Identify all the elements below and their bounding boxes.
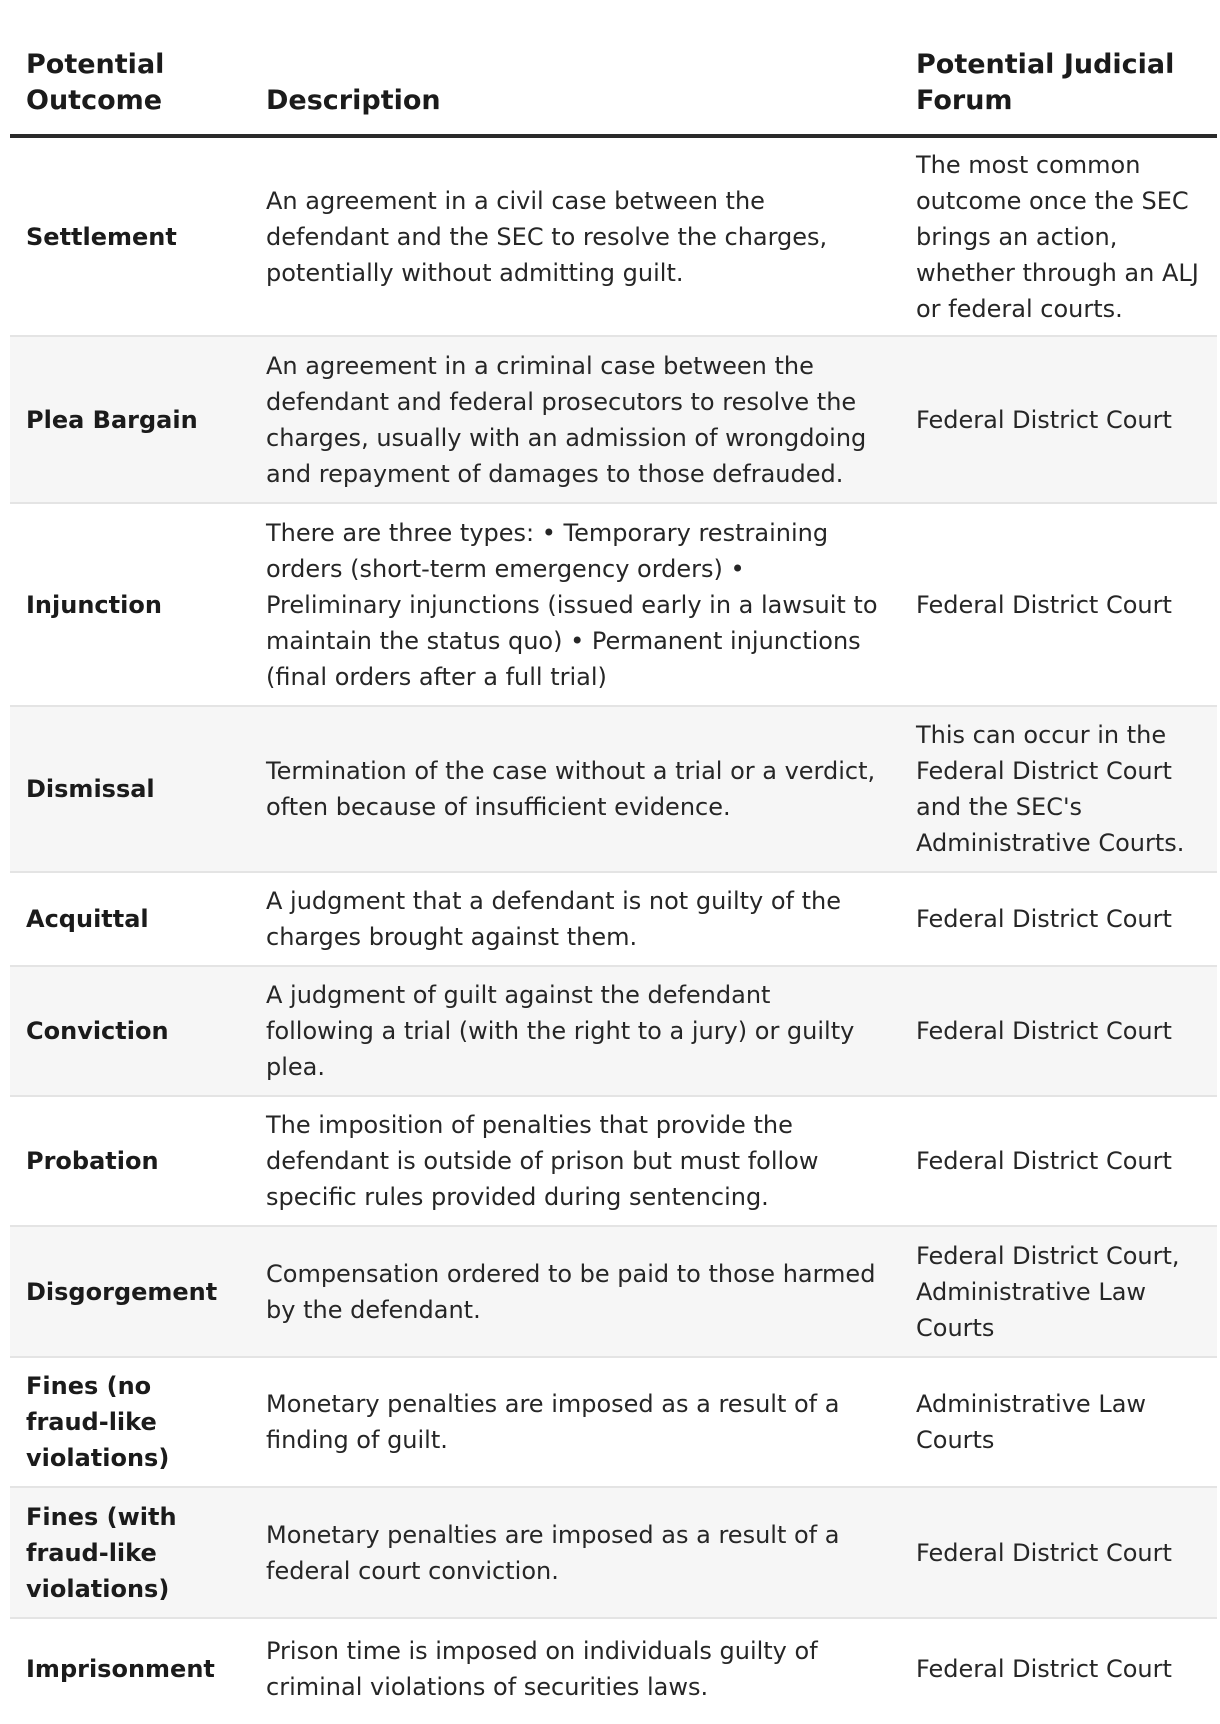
forum-cell: The most common outcome once the SEC brings an action, whether through an ALJ or federal courts. (900, 136, 1217, 336)
forum-cell: This can occur in the Federal District Court and the SEC's Administrative Courts. (900, 706, 1217, 872)
description-cell: Monetary penalties are imposed as a result of a federal court conviction. (250, 1487, 900, 1618)
table-row (10, 1357, 1217, 1487)
header-description: Description (250, 0, 900, 136)
table-row (10, 1226, 1217, 1357)
outcome-cell: Dismissal (10, 706, 250, 872)
header-potential-outcome: Potential Outcome (10, 0, 250, 136)
forum-cell: Federal District Court (900, 1096, 1217, 1226)
description-cell: Compensation ordered to be paid to those harmed by the defendant. (250, 1226, 900, 1357)
table-row (10, 336, 1217, 503)
description-cell: The imposition of penalties that provide the defendant is outside of prison but must follow specific rules provided during sentencing. (250, 1096, 900, 1226)
table-row (10, 872, 1217, 966)
description-cell: An agreement in a civil case between the defendant and the SEC to resolve the charges, potentially without admitting guilt. (250, 136, 900, 336)
table-row (10, 136, 1217, 336)
outcome-cell: Fines (with fraud-like violations) (10, 1487, 250, 1618)
outcome-cell: Settlement (10, 136, 250, 336)
outcome-cell: Acquittal (10, 872, 250, 966)
outcome-cell: Injunction (10, 503, 250, 706)
forum-cell: Federal District Court (900, 1487, 1217, 1618)
description-cell: There are three types: • Temporary restraining orders (short-term emergency orders) • Preliminary injunctions (issued early in a lawsuit to maintain the status quo) • Permanent injunctions (final orders after a full trial) (250, 503, 900, 706)
description-cell: Termination of the case without a trial or a verdict, often because of insufficient evidence. (250, 706, 900, 872)
description-cell: A judgment of guilt against the defendant following a trial (with the right to a jury) or guilty plea. (250, 966, 900, 1096)
header-potential-judicial-forum: Potential Judicial Forum (900, 0, 1217, 136)
description-cell: Monetary penalties are imposed as a result of a finding of guilt. (250, 1357, 900, 1487)
outcomes-table-container (10, 0, 1217, 1718)
table-row (10, 966, 1217, 1096)
table-header-row (10, 0, 1217, 136)
table-row (10, 706, 1217, 872)
outcome-cell: Fines (no fraud-like violations) (10, 1357, 250, 1487)
outcome-cell: Plea Bargain (10, 336, 250, 503)
forum-cell: Federal District Court (916, 1654, 1172, 1683)
outcome-cell: Imprisonment (26, 1654, 215, 1683)
table-row (10, 1096, 1217, 1226)
description-cell: A judgment that a defendant is not guilty of the charges brought against them. (250, 872, 900, 966)
description-cell: Prison time is imposed on individuals guilty of criminal violations of securities laws. (266, 1636, 818, 1701)
forum-cell: Federal District Court (900, 503, 1217, 706)
outcome-cell: Disgorgement (10, 1226, 250, 1357)
table-row (10, 1487, 1217, 1618)
forum-cell: Federal District Court, Administrative Law Courts (900, 1226, 1217, 1357)
forum-cell: Federal District Court (900, 966, 1217, 1096)
forum-cell: Federal District Court (900, 872, 1217, 966)
description-cell: An agreement in a criminal case between the defendant and federal prosecutors to resolve the charges, usually with an admission of wrongdoing and repayment of damages to those defrauded. (250, 336, 900, 503)
outcome-cell: Probation (10, 1096, 250, 1226)
table-row (10, 503, 1217, 706)
forum-cell: Federal District Court (900, 336, 1217, 503)
outcome-cell: Conviction (10, 966, 250, 1096)
forum-cell: Administrative Law Courts (900, 1357, 1217, 1487)
table-row (10, 1618, 1217, 1718)
outcomes-table (10, 0, 1217, 1718)
